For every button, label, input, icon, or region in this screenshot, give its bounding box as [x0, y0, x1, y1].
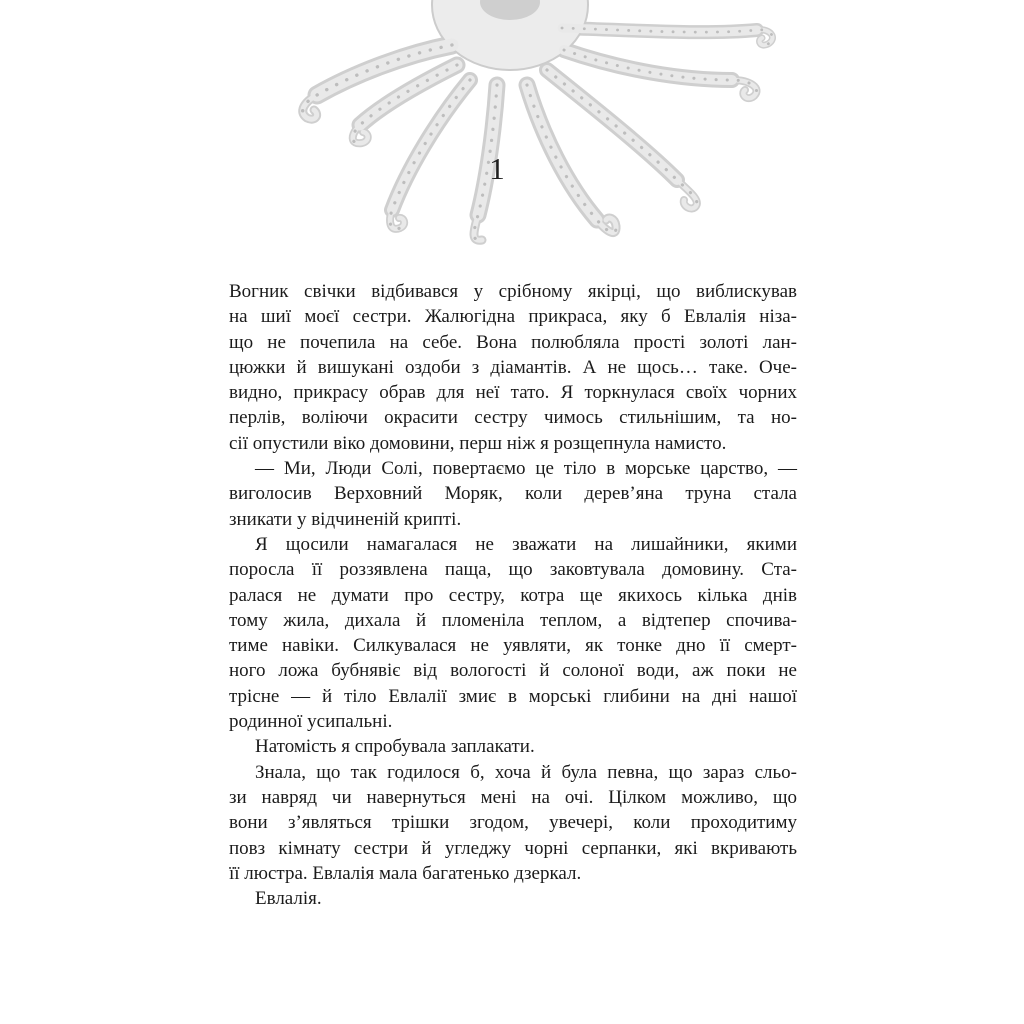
- text-line: що не почепила на себе. Вона полюбляла прості золоті лан-: [229, 331, 797, 353]
- paragraph: [229, 279, 797, 456]
- text-line: видно, прикрасу обрав для неї тато. Я торкнулася своїх чорних: [229, 382, 797, 404]
- text-line: цюжки й вишукані оздоби з діамантів. А не щось… таке. Оче-: [229, 356, 797, 378]
- paragraph: [229, 456, 797, 532]
- text-line: Натомість я спробувала заплакати.: [255, 736, 535, 758]
- text-line: ралася не думати про сестру, котра ще якихось кілька днів: [229, 584, 797, 606]
- text-line: її люстра. Евлалія мала багатенько дзеркал.: [229, 862, 582, 884]
- text-line: Знала, що так годилося б, хоча й була певна, що зараз сльо-: [255, 761, 797, 783]
- text-line: трісне — й тіло Евлалії змиє в морські глибини на дні нашої: [229, 685, 797, 707]
- text-line: — Ми, Люди Солі, повертаємо це тіло в морське царство, —: [255, 458, 797, 480]
- text-line: Евлалія.: [255, 888, 322, 910]
- text-line: тиме навіки. Силкувалася не уявляти, як тонке дно її смерт-: [229, 635, 797, 657]
- text-line: поросла її роззявлена паща, що заковтувала домовину. Ста-: [229, 559, 797, 581]
- text-line: повз кімнату сестри й угледжу чорні серпанки, які вкривають: [229, 837, 797, 859]
- paragraph: [229, 532, 797, 734]
- paragraph: [229, 734, 797, 759]
- text-line: перлів, воліючи окрасити сестру чимось стильнішим, та но-: [229, 407, 797, 429]
- text-line: Вогник свічки відбивався у срібному якірці, що виблискував: [229, 281, 797, 302]
- body-text: [229, 279, 797, 911]
- paragraph: [229, 760, 797, 886]
- text-line: Я щосили намагалася не зважати на лишайники, якими: [255, 533, 797, 555]
- text-line: на шиї моєї сестри. Жалюгідна прикраса, яку б Евлалія ніза-: [229, 306, 797, 328]
- text-line: тому жила, дихала й пломеніла теплом, а відтепер спочива-: [229, 609, 797, 631]
- text-line: родинної усипальні.: [229, 711, 393, 733]
- text-line: зникати у відчиненій крипті.: [229, 508, 462, 530]
- octopus-illustration: [212, 0, 812, 262]
- octopus-illustration-svg: [212, 0, 812, 262]
- text-line: зи навряд чи навернуться мені на очі. Цілком можливо, що: [229, 786, 797, 808]
- text-line: сії опустили віко домовини, перш ніж я розщепнула намисто.: [229, 432, 727, 454]
- text-line: вони з’являться трішки згодом, увечері, коли проходитиму: [229, 812, 797, 834]
- text-line: виголосив Верховний Моряк, коли дерев’яна труна стала: [229, 483, 797, 505]
- text-line: ного ложа бубнявіє від вологості й солоної води, аж поки не: [229, 660, 797, 682]
- chapter-number: 1: [489, 151, 505, 186]
- paragraph: [229, 886, 797, 911]
